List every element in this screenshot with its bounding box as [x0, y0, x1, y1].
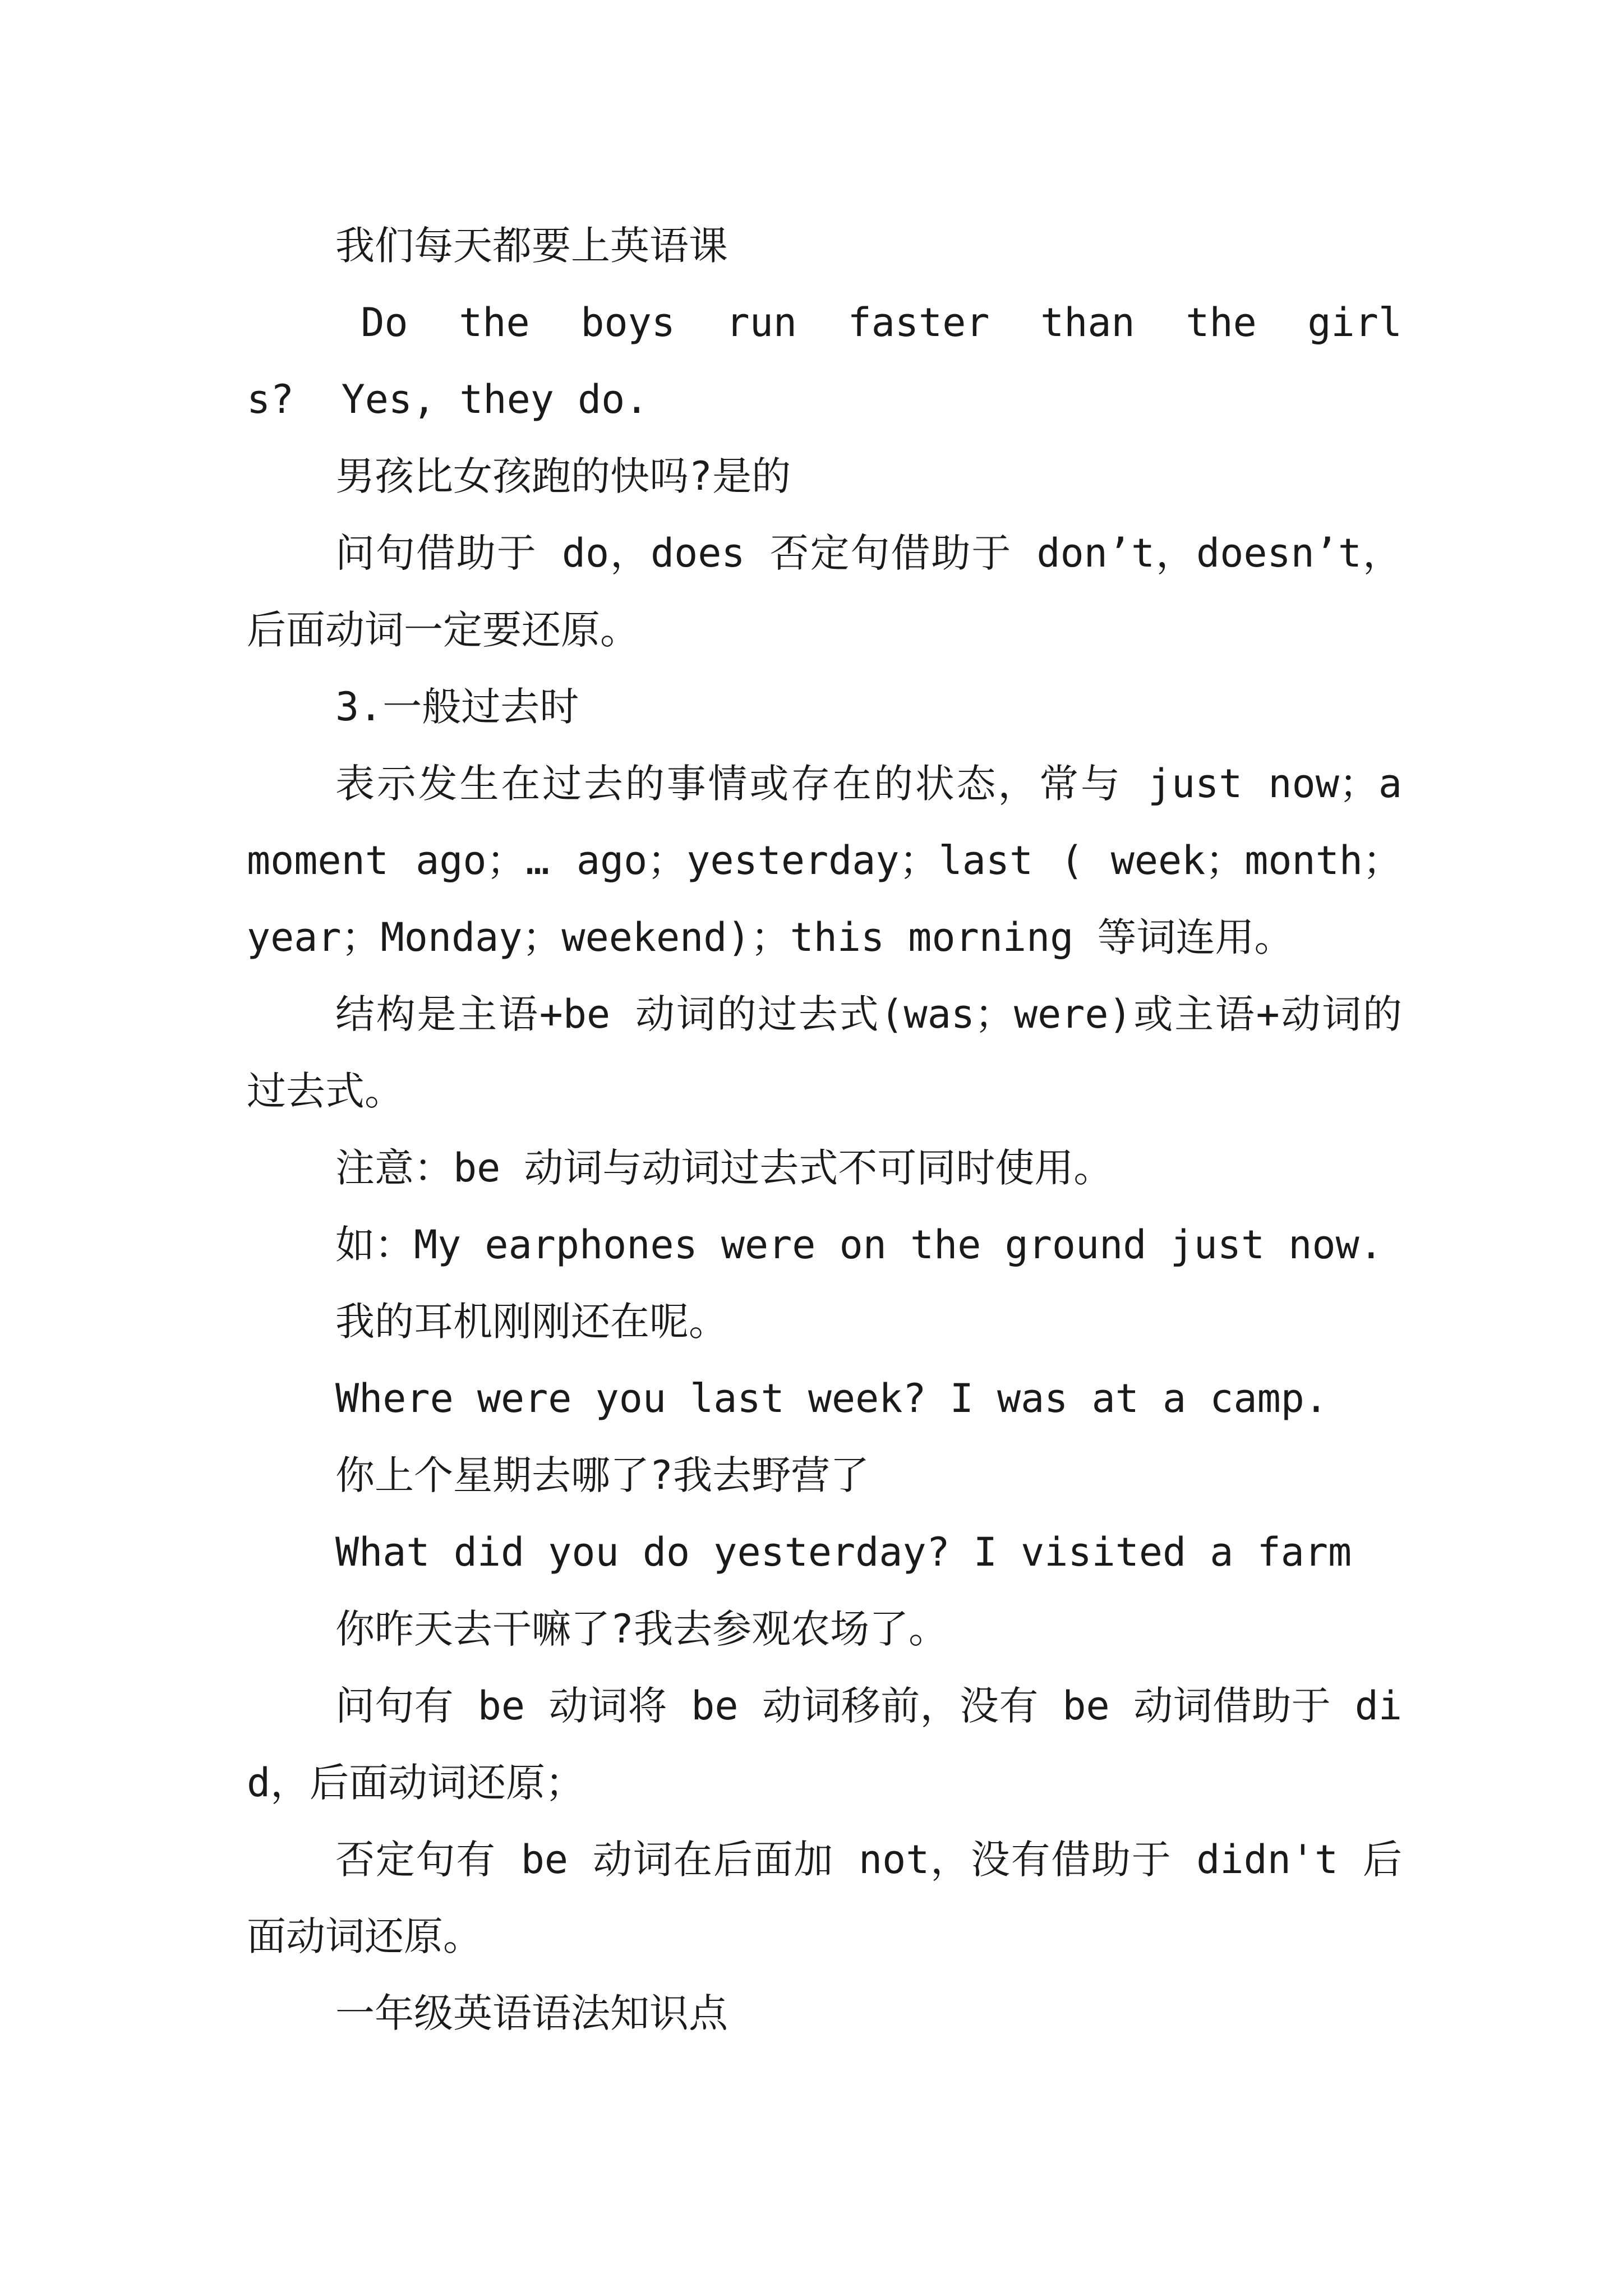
paragraph-8: 注意：be 动词与动词过去式不可同时使用。: [335, 1145, 1113, 1191]
paragraph-17: 一年级英语语法知识点: [335, 1990, 728, 2036]
paragraph-9: 如：My earphones were on the ground just now.: [335, 1222, 1383, 1268]
document-body: [247, 208, 1426, 2052]
paragraph-6: 表示发生在过去的事情或存在的状态，常与 just now；a moment ago；… ago；yesterday；last ( week；month；year；Monday；weekend)；this morning 等词连用。: [247, 761, 1426, 960]
paragraph-2: Do the boys run faster than the girls? Yes, they do.: [247, 300, 1402, 422]
paragraph-4: 问句借助于 do，does 否定句借助于 don’t，doesn’t，后面动词一定要还原。: [247, 530, 1402, 653]
paragraph-10: 我的耳机刚刚还在呢。: [335, 1299, 728, 1345]
paragraph-13: What did you do yesterday? I visited a farm: [335, 1529, 1352, 1575]
paragraph-7: 结构是主语+be 动词的过去式(was；were)或主语+动词的过去式。: [247, 991, 1402, 1114]
paragraph-12: 你上个星期去哪了?我去野营了: [335, 1452, 870, 1498]
paragraph-11: Where were you last week? I was at a camp.: [335, 1375, 1329, 1421]
paragraph-14: 你昨天去干嘛了?我去参观农场了。: [335, 1606, 948, 1652]
paragraph-16: 否定句有 be 动词在后面加 not，没有借助于 didn't 后面动词还原。: [247, 1837, 1402, 1959]
paragraph-15: 问句有 be 动词将 be 动词移前，没有 be 动词借助于 did，后面动词还原；: [247, 1683, 1402, 1806]
paragraph-1: 我们每天都要上英语课: [335, 223, 728, 269]
paragraph-3: 男孩比女孩跑的快吗?是的: [335, 453, 791, 499]
section-heading: 3.一般过去时: [335, 684, 579, 730]
